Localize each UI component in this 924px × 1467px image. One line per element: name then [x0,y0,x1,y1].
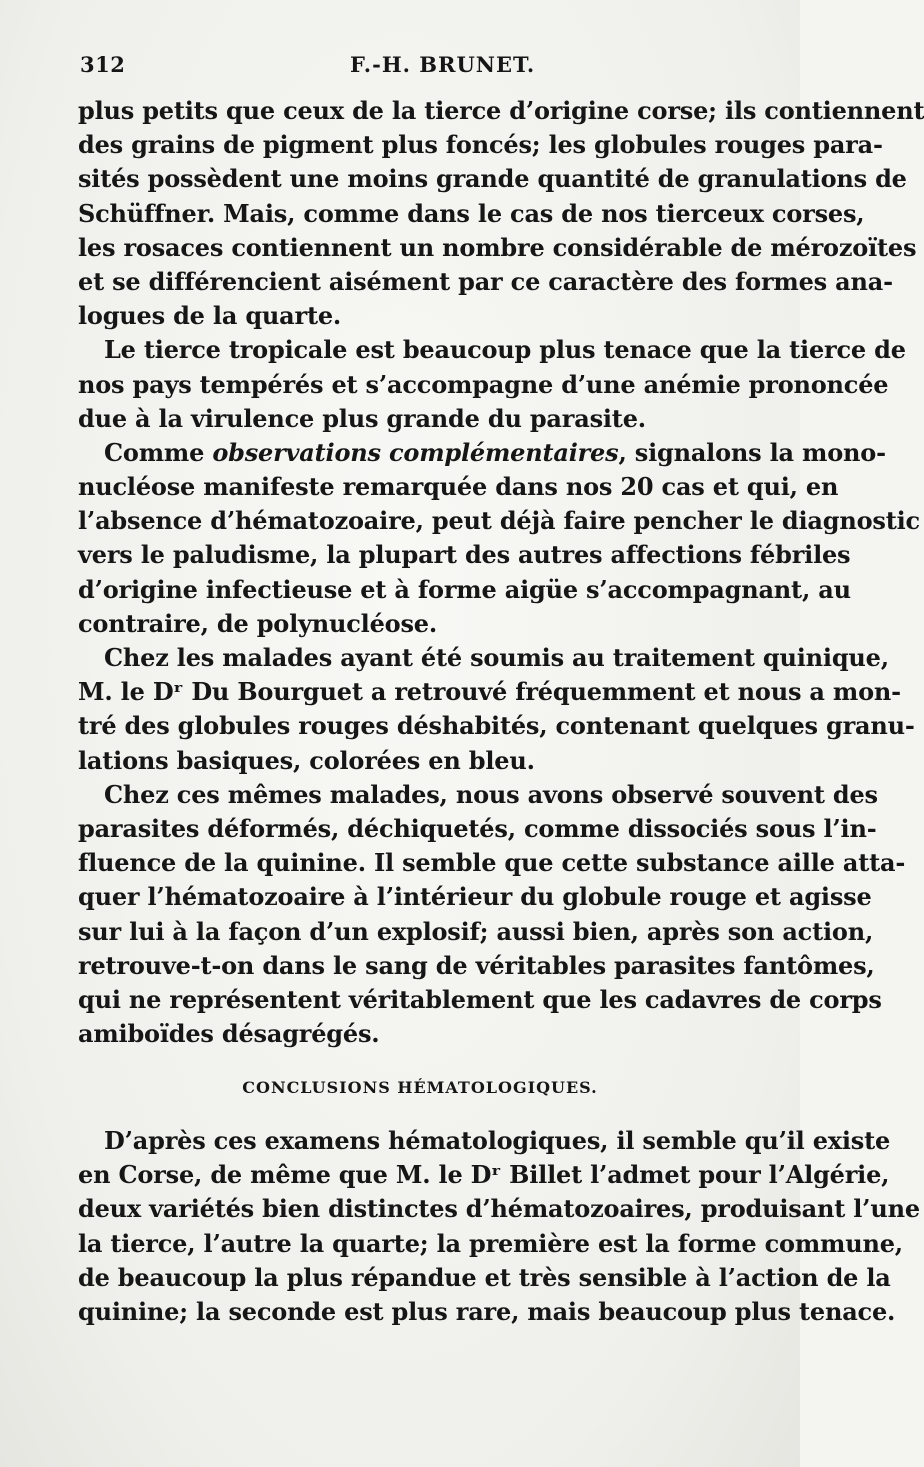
text-line: les rosaces contiennent un nombre considérable de mérozoïtes [78,232,917,262]
text-line: quer l’hématozoaire à l’intérieur du globule rouge et agisse [78,882,872,912]
text-line: en Corse, de même que M. le Dʳ Billet l’admet pour l’Algérie, [78,1160,890,1190]
text-line: sités possèdent une moins grande quantité de granulations de [78,164,907,194]
line-suffix: , signalons la mono- [618,437,886,467]
text-line: due à la virulence plus grande du parasite. [78,403,646,433]
text-line: des grains de pigment plus foncés; les globules rouges para- [78,130,883,160]
text-line: vers le paludisme, la plupart des autres affections fébriles [78,540,851,570]
text-line: la tierce, l’autre la quarte; la première est la forme commune, [78,1228,903,1258]
text-line: de beaucoup la plus répandue et très sensible à l’action de la [78,1262,891,1292]
page-header [80,52,760,88]
text-line: d’origine infectieuse et à forme aigüe s’accompagnant, au [78,574,851,604]
italic-phrase: observations complémentaires [212,437,619,467]
conclusion-paragraph [78,1124,920,1329]
body-text [78,94,924,1051]
text-line: Schüffner. Mais, comme dans le cas de nos tierceux corses, [78,198,865,228]
text-line: M. le Dʳ Du Bourguet a retrouvé fréquemment et nous a mon- [78,677,901,707]
line-prefix: Comme [104,437,213,467]
text-line: D’après ces examens hématologiques, il semble qu’il existe [104,1126,891,1155]
text-line: deux variétés bien distinctes d’hématozoaires, produisant l’une [78,1194,920,1224]
text-line: plus petits que ceux de la tierce d’origine corse; ils contiennent [78,96,924,125]
text-line: nos pays tempérés et s’accompagne d’une anémie prononcée [78,369,889,399]
text-line: Chez ces mêmes malades, nous avons observé souvent des [104,779,878,809]
text-line: retrouve-t-on dans le sang de véritables parasites fantômes, [78,950,875,980]
text-line [78,436,886,470]
text-line: amiboïdes désagrégés. [78,1019,380,1049]
text-line: lations basiques, colorées en bleu. [78,745,535,775]
text-line: parasites déformés, déchiquetés, comme dissociés sous l’in- [78,813,877,843]
text-line: tré des globules rouges déshabités, contenant quelques granu- [78,711,915,741]
text-line: fluence de la quinine. Il semble que cette substance aille atta- [78,848,906,878]
text-line: sur lui à la façon d’un explosif; aussi bien, après son action, [78,916,874,946]
text-line: l’absence d’hématozoaire, peut déjà faire pencher le diagnostic [78,506,920,536]
text-line: nucléose manifeste remarquée dans nos 20 cas et qui, en [78,472,839,502]
section-heading: CONCLUSIONS HÉMATOLOGIQUES. [242,1078,598,1097]
page-number: 312 [80,52,126,77]
text-line: Le tierce tropicale est beaucoup plus tenace que la tierce de [104,335,906,365]
text-line: logues de la quarte. [78,301,342,331]
text-line: et se différencient aisément par ce caractère des formes ana- [78,266,893,296]
running-head: F.-H. BRUNET. [350,52,536,77]
text-line: contraire, de polynucléose. [78,608,437,638]
text-line: qui ne représentent véritablement que les cadavres de corps [78,984,882,1014]
text-line: Chez les malades ayant été soumis au traitement quinique, [104,643,889,672]
text-line: quinine; la seconde est plus rare, mais beaucoup plus tenace. [78,1296,896,1326]
